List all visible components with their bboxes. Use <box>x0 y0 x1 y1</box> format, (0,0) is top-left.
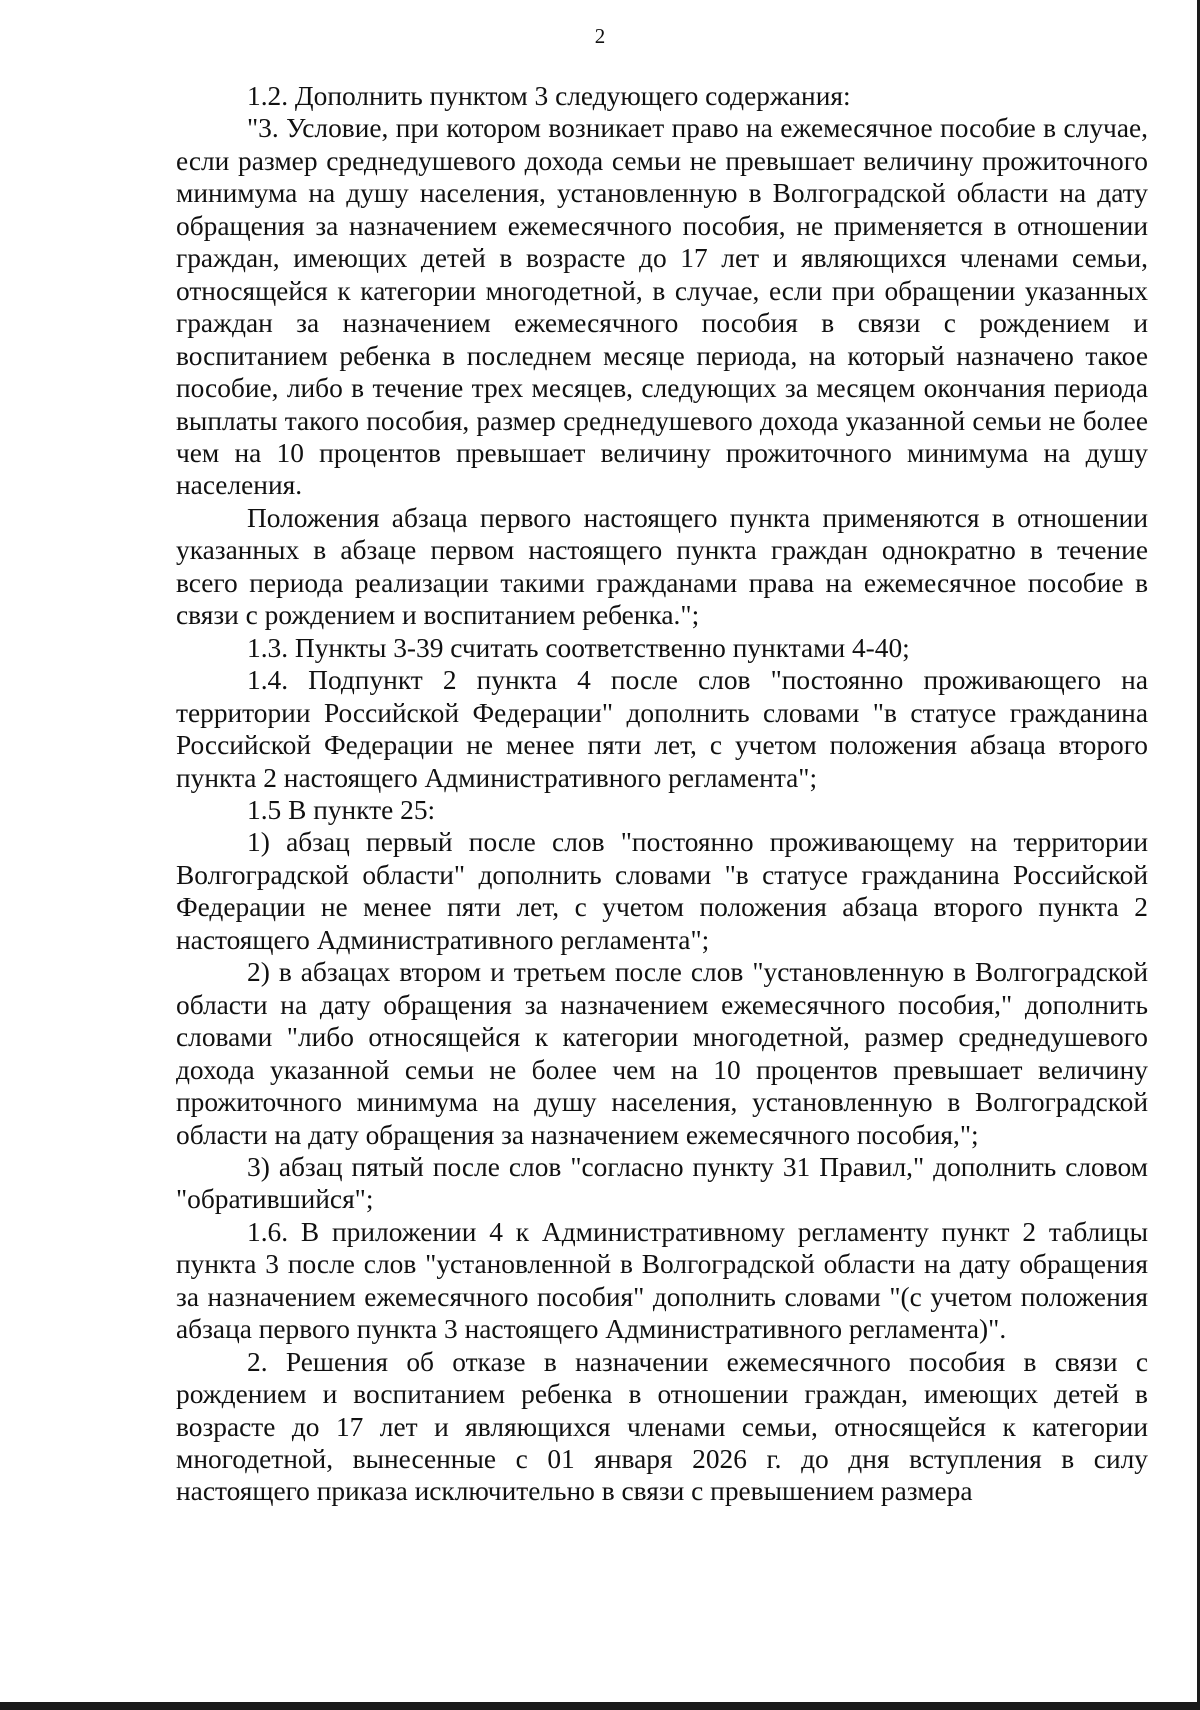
paragraph-1-4: 1.4. Подпункт 2 пункта 4 после слов "постоянно проживающего на территории Российской Федерации" дополнить словами "в статусе гражданина Российской Федерации не менее пяти лет, с учетом положения абзаца второго пункта 2 настоящего Административного регламента"; <box>176 665 1148 793</box>
paragraph-1-5-item-3: 3) абзац пятый после слов "согласно пункту 31 Правил," дополнить словом "обратившийся"; <box>176 1151 1148 1215</box>
page-number: 2 <box>594 24 606 48</box>
paragraph-1-3: 1.3. Пункты 3-39 считать соответственно пунктами 4-40; <box>247 632 910 663</box>
paragraph-1-2: 1.2. Дополнить пунктом 3 следующего содержания: <box>247 81 851 111</box>
document-body <box>176 80 1148 1508</box>
paragraph-point-3: "3. Условие, при котором возникает право на ежемесячное пособие в случае, если размер среднедушевого дохода семьи не превышает величину прожиточного минимума на душу населения, установленную в Волгоградской области на дату обращения за назначением ежемесячного пособия, не применяется в отношении граждан, имеющих детей в возрасте до 17 лет и являющихся членами семьи, относящейся к категории многодетной, в случае, если при обращении указанных граждан за назначением ежемесячного пособия в связи с рождением и воспитанием ребенка в последнем месяце периода, на который назначено такое пособие, либо в течение трех месяцев, следующих за месяцем окончания периода выплаты такого пособия, размер среднедушевого дохода указанной семьи не более чем на 10 процентов превышает величину прожиточного минимума на душу населения. <box>176 113 1148 501</box>
paragraph-point-3-provisions: Положения абзаца первого настоящего пункта применяются в отношении указанных в абзаце первом настоящего пункта граждан однократно в течение всего периода реализации такими гражданами права на ежемесячное пособие в связи с рождением и воспитанием ребенка."; <box>176 502 1148 631</box>
paragraph-2: 2. Решения об отказе в назначении ежемесячного пособия в связи с рождением и воспитанием ребенка в отношении граждан, имеющих детей в возрасте до 17 лет и являющихся членами семьи, относящейся к категории многодетной, вынесенные с 01 января 2026 г. до дня вступления в силу настоящего приказа исключительно в связи с превышением размера <box>176 1346 1148 1507</box>
scan-edge-bottom <box>0 1702 1200 1710</box>
paragraph-1-5-item-2: 2) в абзацах втором и третьем после слов "установленную в Волгоградской области на дату обращения за назначением ежемесячного пособия," дополнить словами "либо относящейся к категории многодетной, размер среднедушевого дохода указанной семьи не более чем на 10 процентов превышает величину прожиточного минимума на душу населения, установленную в Волгоградской области на дату обращения за назначением ежемесячного пособия,"; <box>176 957 1148 1150</box>
paragraph-1-6: 1.6. В приложении 4 к Административному регламенту пункт 2 таблицы пункта 3 после слов "установленной в Волгоградской области на дату обращения за назначением ежемесячного пособия" дополнить словами "(с учетом положения абзаца первого пункта 3 настоящего Административного регламента)". <box>176 1216 1148 1345</box>
paragraph-1-5: 1.5 В пункте 25: <box>247 794 436 825</box>
paragraph-1-5-item-1: 1) абзац первый после слов "постоянно проживающему на территории Волгоградской области" дополнить словами "в статусе гражданина Российской Федерации не менее пяти лет, с учетом положения абзаца второго пункта 2 настоящего Административного регламента"; <box>176 827 1148 955</box>
